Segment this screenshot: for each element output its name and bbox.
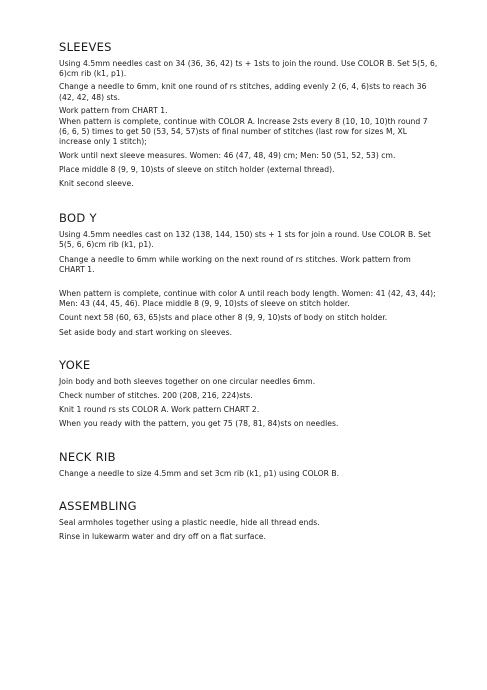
yoke-paragraph-1: Join body and both sleeves together on one circular needles 6mm. (59, 376, 316, 386)
yoke-paragraph-3: Knit 1 round rs sts COLOR A. Work pattern CHART 2. (59, 405, 260, 415)
section-gap (59, 483, 439, 499)
yoke-paragraph-4: When you ready with the pattern, you get 75 (78, 81, 84)sts on needles. (59, 419, 339, 429)
yoke-paragraph-2: Check number of stitches. 200 (208, 216, 224)sts. (59, 391, 253, 401)
section-heading-assembling: ASSEMBLING (59, 498, 137, 513)
section-gap (59, 193, 439, 211)
section-sleeves (59, 40, 439, 189)
sleeves-paragraph-7: Knit second sleeve. (59, 179, 134, 189)
section-yoke (59, 358, 439, 430)
body-paragraph-3: When pattern is complete, continue with color A until reach body length. Women: 41 (42, 43, 44); Men: 43 (44, 45, 46). Place middle 8 (9, 9, 10)sts of sleeve on stitch holder. (59, 289, 436, 309)
section-heading-body: BOD Y (59, 211, 97, 226)
sleeves-paragraph-4: When pattern is complete, continue with COLOR A. Increase 2sts every 8 (10, 10, 10)th round 7 (6, 6, 5) times to get 50 (53, 54, 57)sts of final number of stitches (last row for sizes M, XL increase only 1 stitch); (59, 117, 428, 147)
sleeves-paragraph-1: Using 4.5mm needles cast on 34 (36, 36, 42) ts + 1sts to join the round. Use COLOR B. Set 5(5, 6, 6)cm rib (k1, p1). (59, 59, 438, 79)
section-heading-sleeves: SLEEVES (59, 40, 112, 54)
section-heading-neck-rib: NECK RIB (59, 449, 116, 464)
neck-rib-paragraph-1: Change a needle to size 4.5mm and set 3cm rib (k1, p1) using COLOR B. (59, 468, 340, 478)
document-page (59, 40, 439, 546)
section-neck-rib (59, 450, 439, 479)
section-heading-yoke: YOKE (59, 357, 91, 372)
section-body (59, 211, 439, 338)
assembling-paragraph-1: Seal armholes together using a plastic needle, hide all thread ends. (59, 517, 320, 527)
sleeves-paragraph-2: Change a needle to 6mm, knit one round of rs stitches, adding evenly 2 (6, 4, 6)sts to reach 36 (42, 42, 48) sts. (59, 82, 427, 102)
section-gap (59, 434, 439, 450)
section-assembling (59, 499, 439, 542)
body-paragraph-2: Change a needle to 6mm while working on the next round of rs stitches. Work pattern from CHART 1. (59, 254, 411, 274)
body-paragraph-4: Count next 58 (60, 63, 65)sts and place other 8 (9, 9, 10)sts of body on stitch holder. (59, 313, 388, 323)
sleeves-paragraph-6: Place middle 8 (9, 9, 10)sts of sleeve on stitch holder (external thread). (59, 164, 335, 174)
paragraph-gap (59, 279, 439, 289)
sleeves-paragraph-3: Work pattern from CHART 1. (59, 105, 168, 115)
body-paragraph-1: Using 4.5mm needles cast on 132 (138, 144, 150) sts + 1 sts for join a round. Use COLOR B. Set 5(5, 6, 6)cm rib (k1, p1). (59, 230, 431, 250)
assembling-paragraph-2: Rinse in lukewarm water and dry off on a flat surface. (59, 532, 266, 542)
body-paragraph-5: Set aside body and start working on sleeves. (59, 327, 233, 337)
section-gap (59, 342, 439, 358)
sleeves-paragraph-5: Work until next sleeve measures. Women: 46 (47, 48, 49) cm; Men: 50 (51, 52, 53) cm. (59, 150, 396, 160)
